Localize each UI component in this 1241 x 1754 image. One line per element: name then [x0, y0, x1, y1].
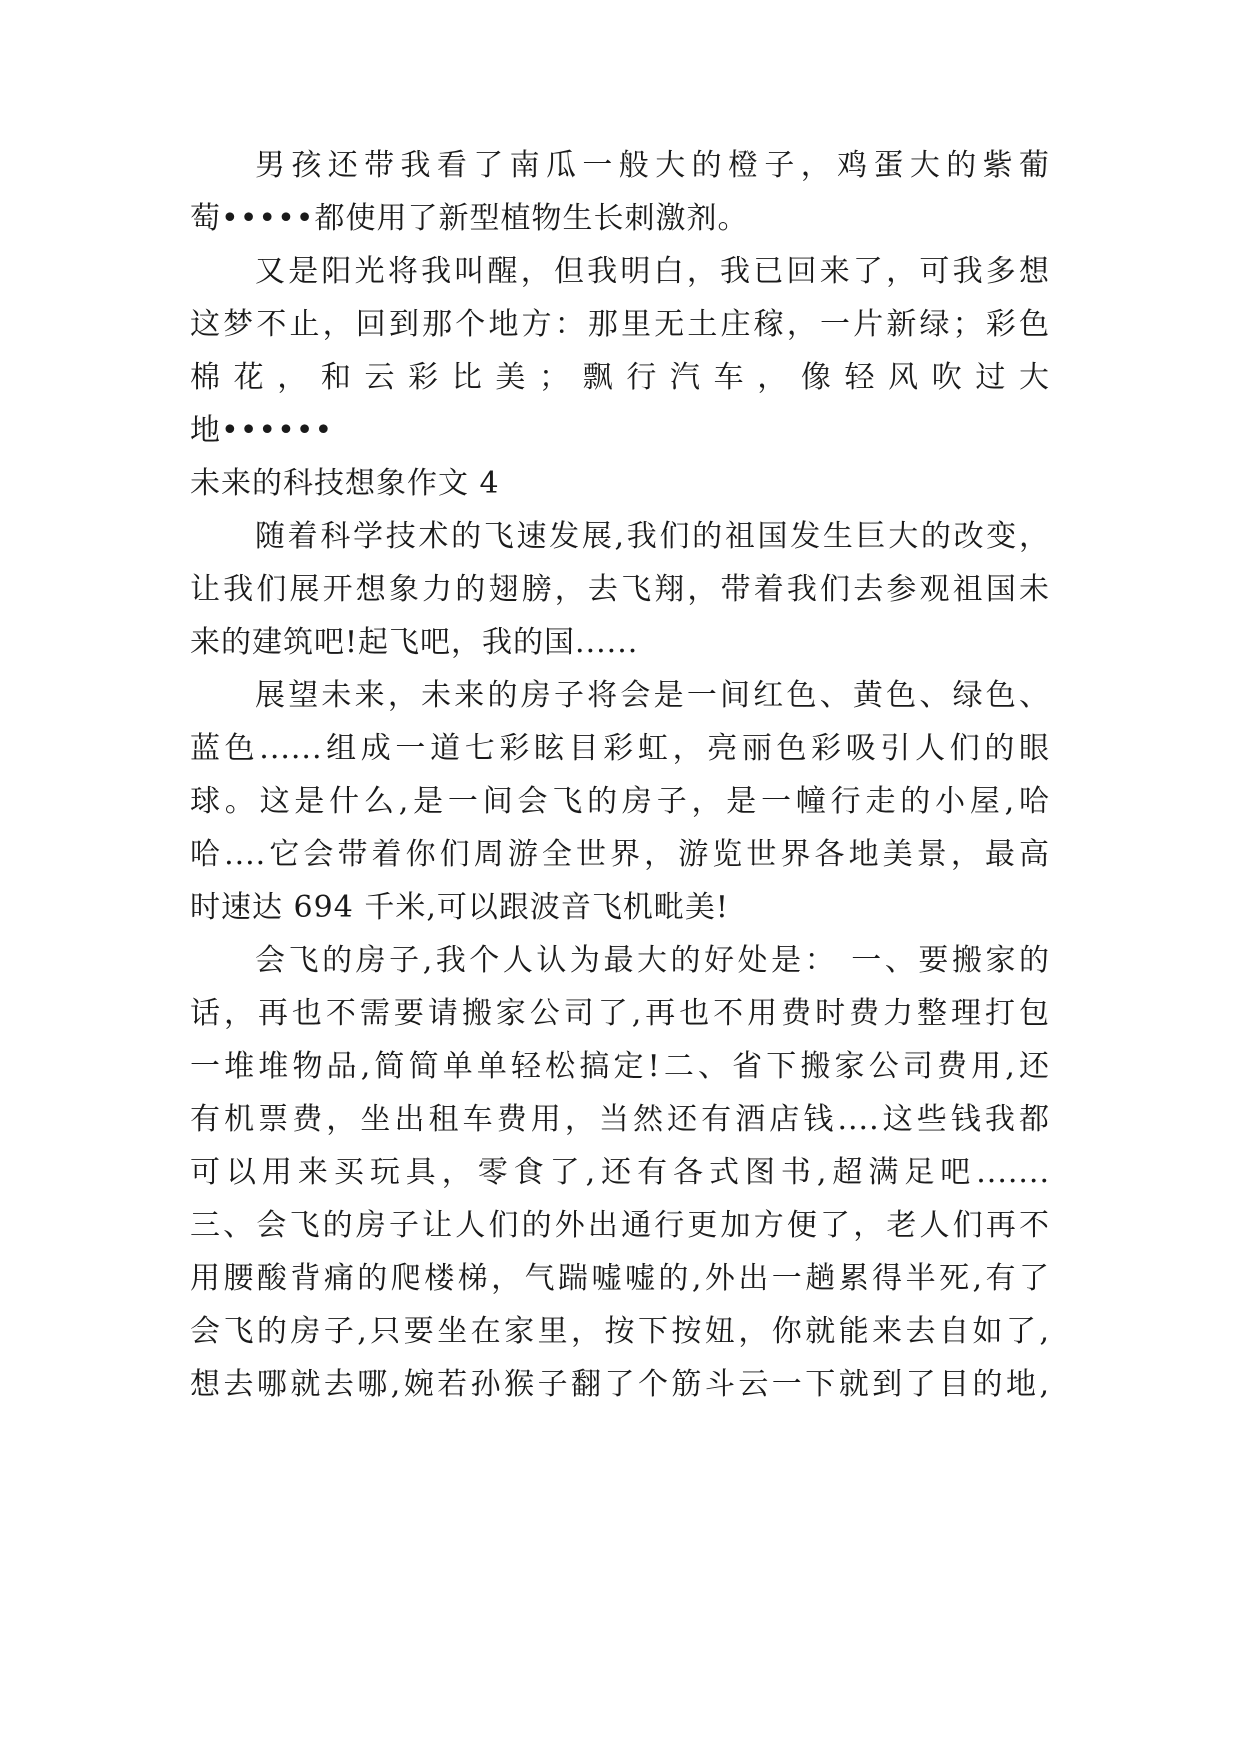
- paragraph-line: 哈....它会带着你们周游全世界，游览世界各地美景，最高: [190, 837, 1050, 872]
- paragraph-line: 随着科学技术的飞速发展,我们的祖国发生巨大的改变，: [255, 519, 1050, 554]
- paragraph-line: 想去哪就去哪,婉若孙猴子翻了个筋斗云一下就到了目的地,: [190, 1367, 1050, 1402]
- paragraph-line: 这梦不止，回到那个地方：那里无土庄稼，一片新绿；彩色: [190, 307, 1050, 342]
- paragraph-line: 会飞的房子,只要坐在家里，按下按妞，你就能来去自如了,: [190, 1314, 1050, 1349]
- section-heading: 未来的科技想象作文 4: [190, 466, 500, 501]
- paragraph-line: 球。这是什么,是一间会飞的房子，是一幢行走的小屋,哈: [190, 784, 1050, 819]
- paragraph-line: 有机票费，坐出租车费用，当然还有酒店钱....这些钱我都: [190, 1102, 1050, 1137]
- paragraph-line: 棉花，和云彩比美；飘行汽车，像轻风吹过大: [190, 360, 1050, 395]
- paragraph-line: 一堆堆物品,简简单单轻松搞定!二、省下搬家公司费用,还: [190, 1049, 1050, 1084]
- paragraph-line: 可以用来买玩具，零食了,还有各式图书,超满足吧.......: [190, 1155, 1050, 1190]
- paragraph-line: 来的建筑吧!起飞吧，我的国......: [190, 625, 639, 660]
- paragraph-line: 地••••••: [190, 413, 334, 448]
- paragraph-line: 会飞的房子,我个人认为最大的好处是： 一、要搬家的: [255, 943, 1050, 978]
- paragraph-line: 用腰酸背痛的爬楼梯，气踹嘘嘘的,外出一趟累得半死,有了: [190, 1261, 1050, 1296]
- paragraph-line: 又是阳光将我叫醒，但我明白，我已回来了，可我多想: [255, 254, 1050, 289]
- paragraph-line: 萄•••••都使用了新型植物生长刺激剂。: [190, 201, 749, 236]
- paragraph-line: 蓝色......组成一道七彩眩目彩虹，亮丽色彩吸引人们的眼: [190, 731, 1050, 766]
- paragraph-line: 时速达 694 千米,可以跟波音飞机毗美!: [190, 890, 729, 925]
- paragraph-line: 展望未来，未来的房子将会是一间红色、黄色、绿色、: [255, 678, 1050, 713]
- paragraph-line: 话，再也不需要请搬家公司了,再也不用费时费力整理打包: [190, 996, 1050, 1031]
- paragraph-line: 三、会飞的房子让人们的外出通行更加方便了，老人们再不: [190, 1208, 1050, 1243]
- paragraph-line: 让我们展开想象力的翅膀，去飞翔，带着我们去参观祖国未: [190, 572, 1050, 607]
- paragraph-line: 男孩还带我看了南瓜一般大的橙子，鸡蛋大的紫葡: [255, 148, 1050, 183]
